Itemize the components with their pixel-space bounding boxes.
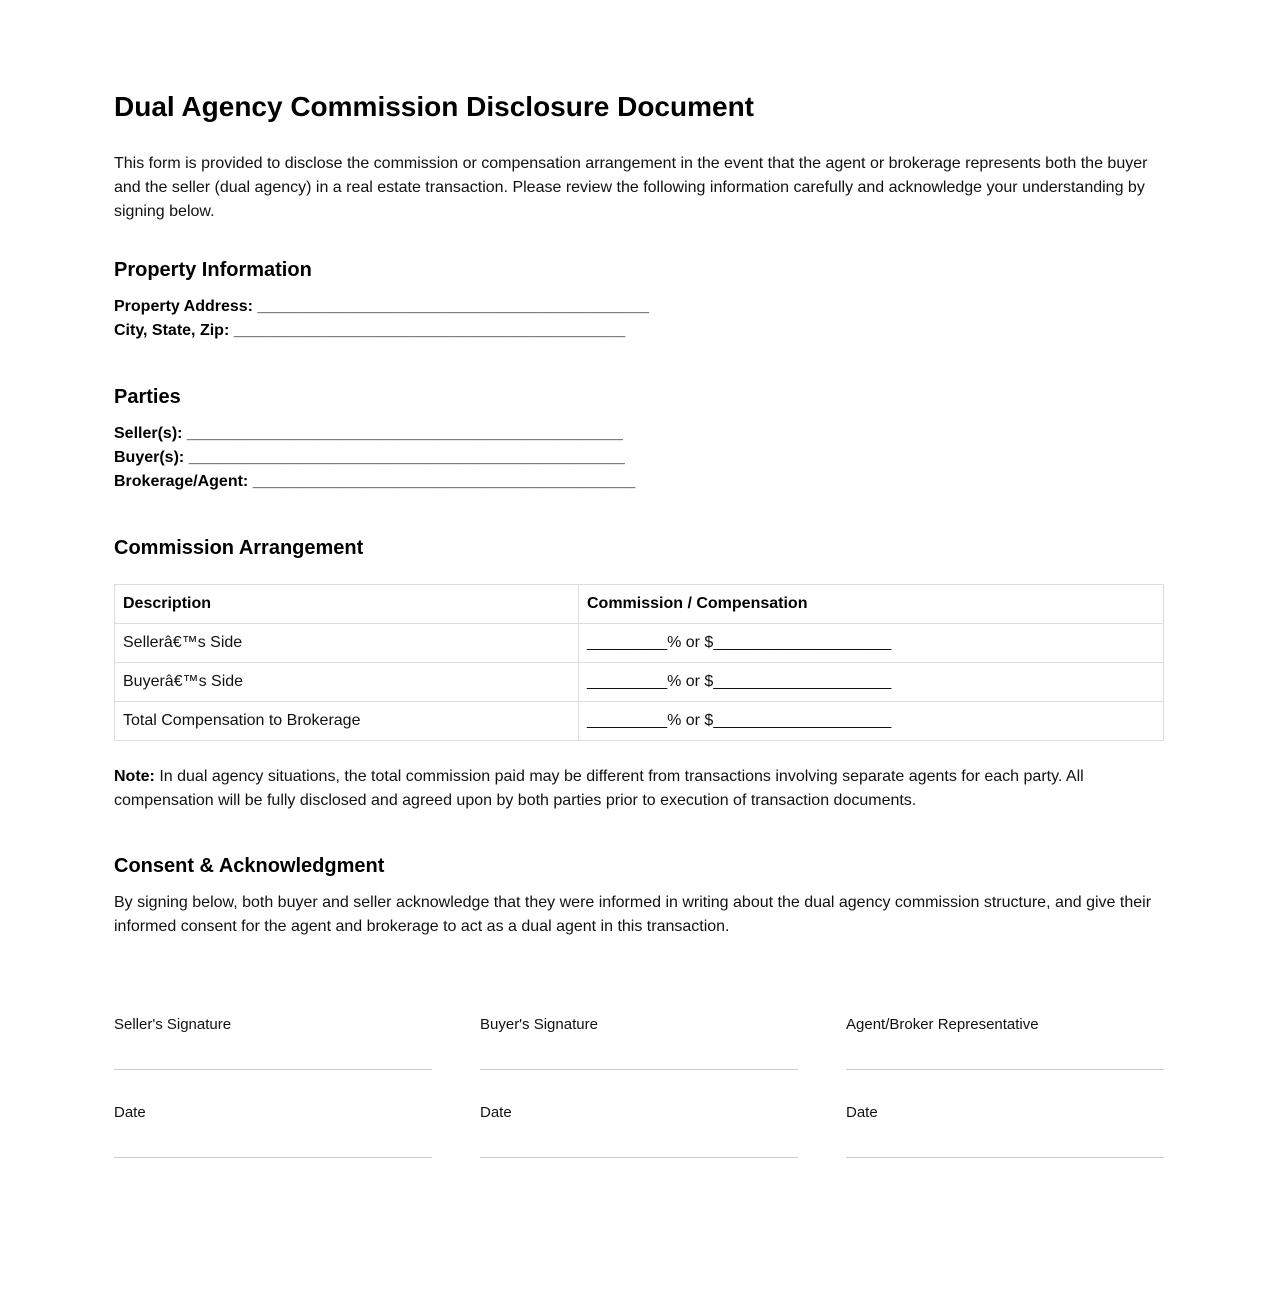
commission-arrangement-section bbox=[114, 535, 1164, 813]
commission-note bbox=[114, 765, 1164, 813]
buyer-signature-block bbox=[480, 1016, 798, 1070]
table-row bbox=[115, 663, 1164, 702]
property-address-field[interactable] bbox=[114, 295, 1164, 319]
buyer-date-label: Date bbox=[480, 1104, 512, 1121]
property-information-section bbox=[114, 257, 1164, 343]
seller-date-line[interactable] bbox=[114, 1147, 432, 1158]
agent-signature-block bbox=[846, 1016, 1164, 1070]
note-text: In dual agency situations, the total commission paid may be different from transactions involving separate agents for each party. All compensation will be fully disclosed and agreed upon by both parties prior to execution of transaction documents. bbox=[114, 768, 1084, 809]
signature-grid bbox=[114, 1016, 1164, 1158]
row-description: Buyerâ€™s Side bbox=[115, 663, 579, 702]
intro-paragraph: This form is provided to disclose the commission or compensation arrangement in the event that the agent or brokerage represents both the buyer and the seller (dual agency) in a real estate transaction. Please review the following information carefully and acknowledge your understanding by signing below. bbox=[114, 155, 1148, 220]
seller-date-block bbox=[114, 1104, 432, 1158]
note-label: Note: bbox=[114, 768, 155, 785]
sellers-label: Seller(s): bbox=[114, 425, 183, 442]
brokerage-agent-label: Brokerage/Agent: bbox=[114, 473, 249, 490]
row-commission-blank[interactable]: _________% or $____________________ bbox=[579, 624, 1164, 663]
agent-signature-line[interactable] bbox=[846, 1059, 1164, 1070]
row-commission-blank[interactable]: _________% or $____________________ bbox=[579, 663, 1164, 702]
agent-signature-label: Agent/Broker Representative bbox=[846, 1016, 1039, 1033]
parties-section bbox=[114, 384, 1164, 494]
row-description: Total Compensation to Brokerage bbox=[115, 702, 579, 741]
column-header-commission: Commission / Compensation bbox=[579, 585, 1164, 624]
agent-date-block bbox=[846, 1104, 1164, 1158]
consent-paragraph: By signing below, both buyer and seller acknowledge that they were informed in writing about the dual agency commission structure, and give their informed consent for the agent and brokerage to act as a dual agent in this transaction. bbox=[114, 894, 1152, 935]
agent-date-line[interactable] bbox=[846, 1147, 1164, 1158]
buyers-label: Buyer(s): bbox=[114, 449, 185, 466]
row-commission-blank[interactable]: _________% or $____________________ bbox=[579, 702, 1164, 741]
parties-heading: Parties bbox=[114, 386, 181, 408]
table-row bbox=[115, 702, 1164, 741]
sellers-field[interactable] bbox=[114, 422, 1164, 446]
agent-date-label: Date bbox=[846, 1104, 878, 1121]
city-state-zip-label: City, State, Zip: bbox=[114, 322, 230, 339]
seller-signature-block bbox=[114, 1016, 432, 1070]
city-state-zip-field[interactable] bbox=[114, 319, 1164, 343]
brokerage-agent-field[interactable] bbox=[114, 470, 1164, 494]
buyer-date-block bbox=[480, 1104, 798, 1158]
table-row bbox=[115, 624, 1164, 663]
brokerage-agent-blank[interactable]: ___________________________________________ bbox=[252, 473, 636, 490]
consent-heading: Consent & Acknowledgment bbox=[114, 855, 385, 877]
table-header-row bbox=[115, 585, 1164, 624]
document-page bbox=[114, 0, 1164, 1158]
commission-table bbox=[114, 584, 1164, 741]
property-address-blank[interactable]: ____________________________________________ bbox=[257, 298, 649, 315]
seller-signature-line[interactable] bbox=[114, 1059, 432, 1070]
page-title: Dual Agency Commission Disclosure Document bbox=[114, 91, 754, 122]
buyer-signature-line[interactable] bbox=[480, 1059, 798, 1070]
commission-arrangement-heading: Commission Arrangement bbox=[114, 537, 364, 559]
buyers-blank[interactable]: _________________________________________________ bbox=[188, 449, 625, 466]
column-header-description: Description bbox=[115, 585, 579, 624]
seller-date-label: Date bbox=[114, 1104, 146, 1121]
sellers-blank[interactable]: _________________________________________________ bbox=[186, 425, 623, 442]
city-state-zip-blank[interactable]: ____________________________________________ bbox=[233, 322, 626, 339]
property-information-heading: Property Information bbox=[114, 259, 312, 281]
buyer-signature-label: Buyer's Signature bbox=[480, 1016, 598, 1033]
consent-section bbox=[114, 853, 1164, 939]
buyers-field[interactable] bbox=[114, 446, 1164, 470]
seller-signature-label: Seller's Signature bbox=[114, 1016, 232, 1033]
row-description: Sellerâ€™s Side bbox=[115, 624, 579, 663]
buyer-date-line[interactable] bbox=[480, 1147, 798, 1158]
property-address-label: Property Address: bbox=[114, 298, 253, 315]
